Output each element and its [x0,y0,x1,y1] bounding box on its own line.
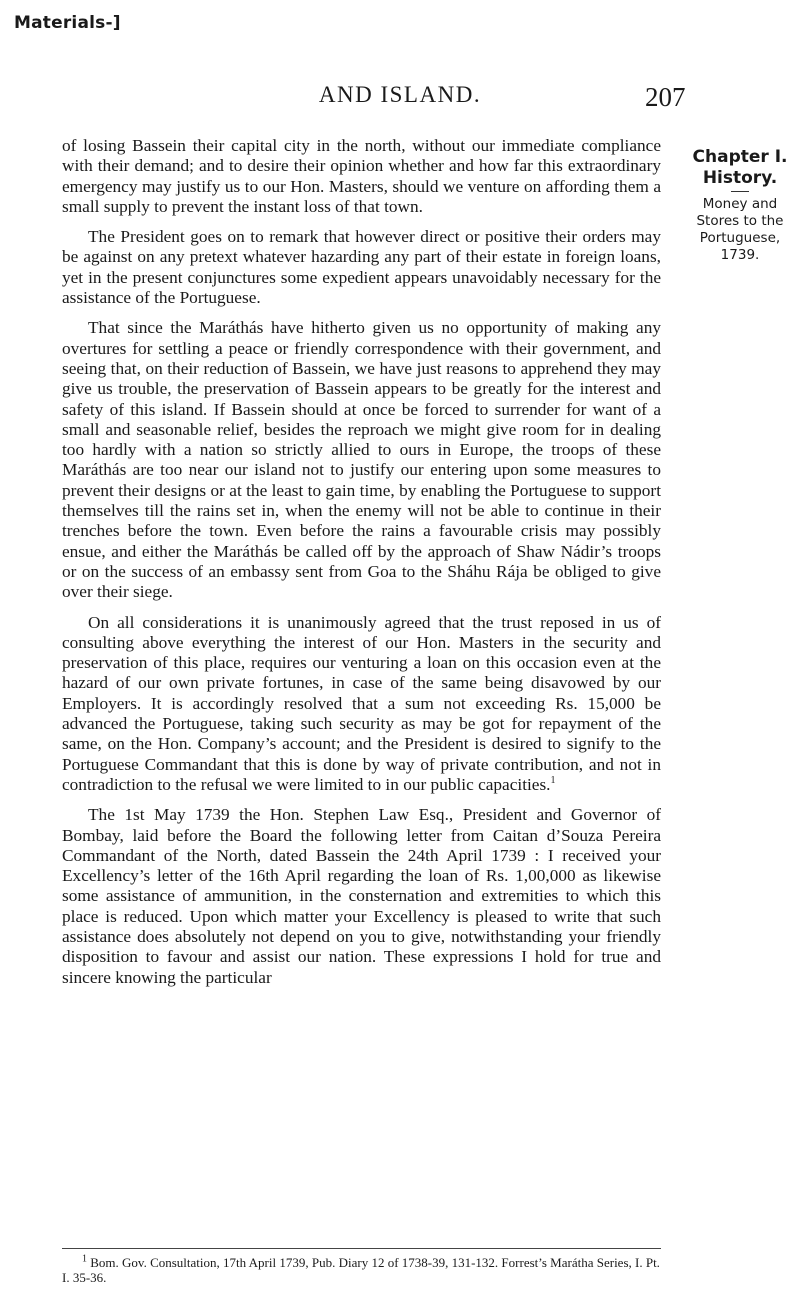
body-text [62,136,661,998]
footnote-marker: 1 [82,1253,87,1265]
margin-topic: Money and Stores to the Portuguese, [696,196,784,246]
footnote-text: Bom. Gov. Consultation, 17th April 1739, Pub. Diary 12 of 1738-39, 131-132. Forrest’s Marátha Series, I. Pt. I. 35-36. [62,1255,660,1285]
running-head: AND ISLAND. [318,82,482,107]
paragraph-1: of losing Bassein their capital city in the north, without our immediate compliance with their demand; and to desire their opinion whether and how far this extraordinary emergency may justify us to our Hon. Masters, should we venture on affording them a small supply to prevent the instant loss of that town. [62,136,661,216]
margin-section: History. [702,168,778,188]
footnote [62,1255,661,1285]
paragraph-2: The President goes on to remark that however direct or positive their orders may be against on any pretext whatever hazarding any part of their estate in foreign loans, yet in the present conjunctures some expedient appears unavoidably necessary for the assistance of the Portuguese. [62,227,661,308]
margin-notes [684,146,796,264]
source-mark: Materials-] [14,13,121,33]
margin-chapter: Chapter I. [692,147,788,167]
margin-year: 1739. [720,247,760,263]
paragraph-4-text: On all considerations it is unanimously agreed that the trust reposed in us of consulting above everything the interest of our Hon. Masters in the security and preservation of this place, requires our venturing a loan on this occasion even at the hazard of our own private fortunes, in case of the same being disavowed by our Employers. It is accordingly resolved that a sum not exceeding Rs. 15,000 be advanced the Portuguese, taking such security as may be got for repayment of the same, on the Hon. Company’s account; and the President is desired to signify to the Portuguese Commandant that this is done by way of private contribution, and not in contradiction to the refusal we were limited to in our public capacities. [62,612,661,794]
paragraph-5: The 1st May 1739 the Hon. Stephen Law Esq., President and Governor of Bombay, laid before the Board the following letter from Caitan d’Souza Pereira Commandant of the North, dated Bassein the 24th April 1739 : I received your Excellency’s letter of the 16th April regarding the loan of Rs. 1,00,000 as likewise some assistance of ammunition, in the consternation and extremities to which this place is reduced. Upon which matter your Excellency is pleased to write that such assistance does absolutely not depend on you to give, notwithstanding your friendly disposition to favour and assist our nation. These expressions I hold for true and sincere knowing the particular [62,805,661,987]
paragraph-4 [62,613,661,796]
page-number: 207 [645,82,686,112]
footnote-reference[interactable]: 1 [550,775,556,787]
paragraph-3: That since the Maráthás have hitherto given us no opportunity of making any overtures for settling a peace or friendly correspondence with their government, and seeing that, on their reduction of Bassein, we have just reasons to apprehend they may give us trouble, the preservation of Bassein appears to be greatly for the interest and safety of this island. If Bassein should at once be forced to surrender for want of a small and seasonable relief, besides the reproach we might give room for in dealing too hardly with a nation so strictly allied to ours in Europe, the troops of these Maráthás are too near our island not to justify our entering upon some measures to prevent their designs or at the least to gain time, by enabling the Portuguese to support themselves till the rains set in, when the enemy will not be able to continue in their trenches before the town. Even before the rains a favourable crisis may possibly ensue, and either the Maráthás be called off by the approach of Shaw Nádir’s troops or on the success of an embassy sent from Goa to the Sháhu Rája be obliged to give over their siege. [62,318,661,602]
footnote-divider [62,1248,661,1249]
margin-divider [731,191,749,192]
